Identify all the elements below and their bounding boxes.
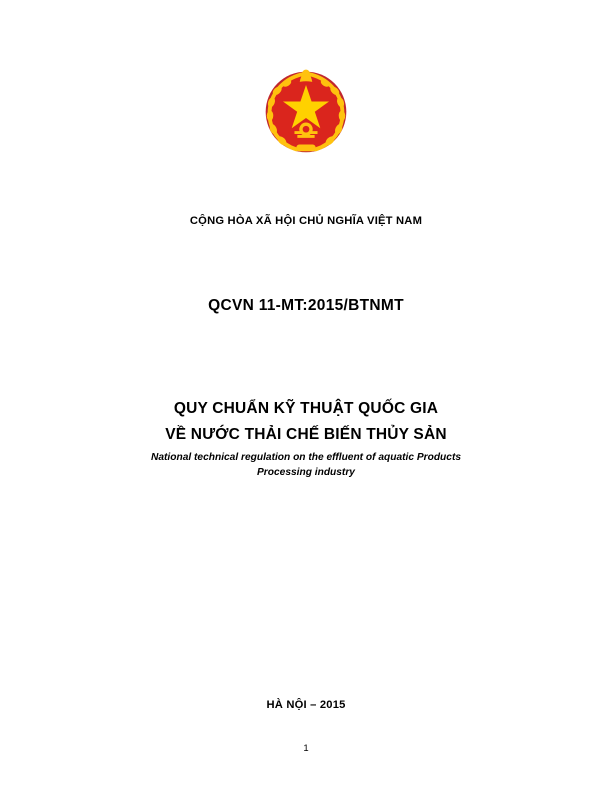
title-line-2: VỀ NƯỚC THẢI CHẾ BIẾN THỦY SẢN: [165, 426, 447, 443]
vietnam-national-emblem-icon: [258, 62, 354, 158]
standard-code: QCVN 11-MT:2015/BTNMT: [208, 297, 404, 314]
page-title: [0, 396, 612, 448]
title-line-1: QUY CHUẨN KỸ THUẬT QUỐC GIA: [173, 400, 439, 417]
country-name: CỘNG HÒA XÃ HỘI CHỦ NGHĨA VIỆT NAM: [189, 215, 423, 227]
emblem-container: [0, 62, 612, 158]
page-subtitle: [0, 450, 612, 480]
subtitle-line-1: National technical regulation on the effluent of aquatic Products: [151, 452, 461, 463]
place-and-year: HÀ NỘI – 2015: [266, 699, 346, 711]
page-number: 1: [303, 743, 309, 754]
subtitle-line-2: Processing industry: [257, 467, 355, 478]
